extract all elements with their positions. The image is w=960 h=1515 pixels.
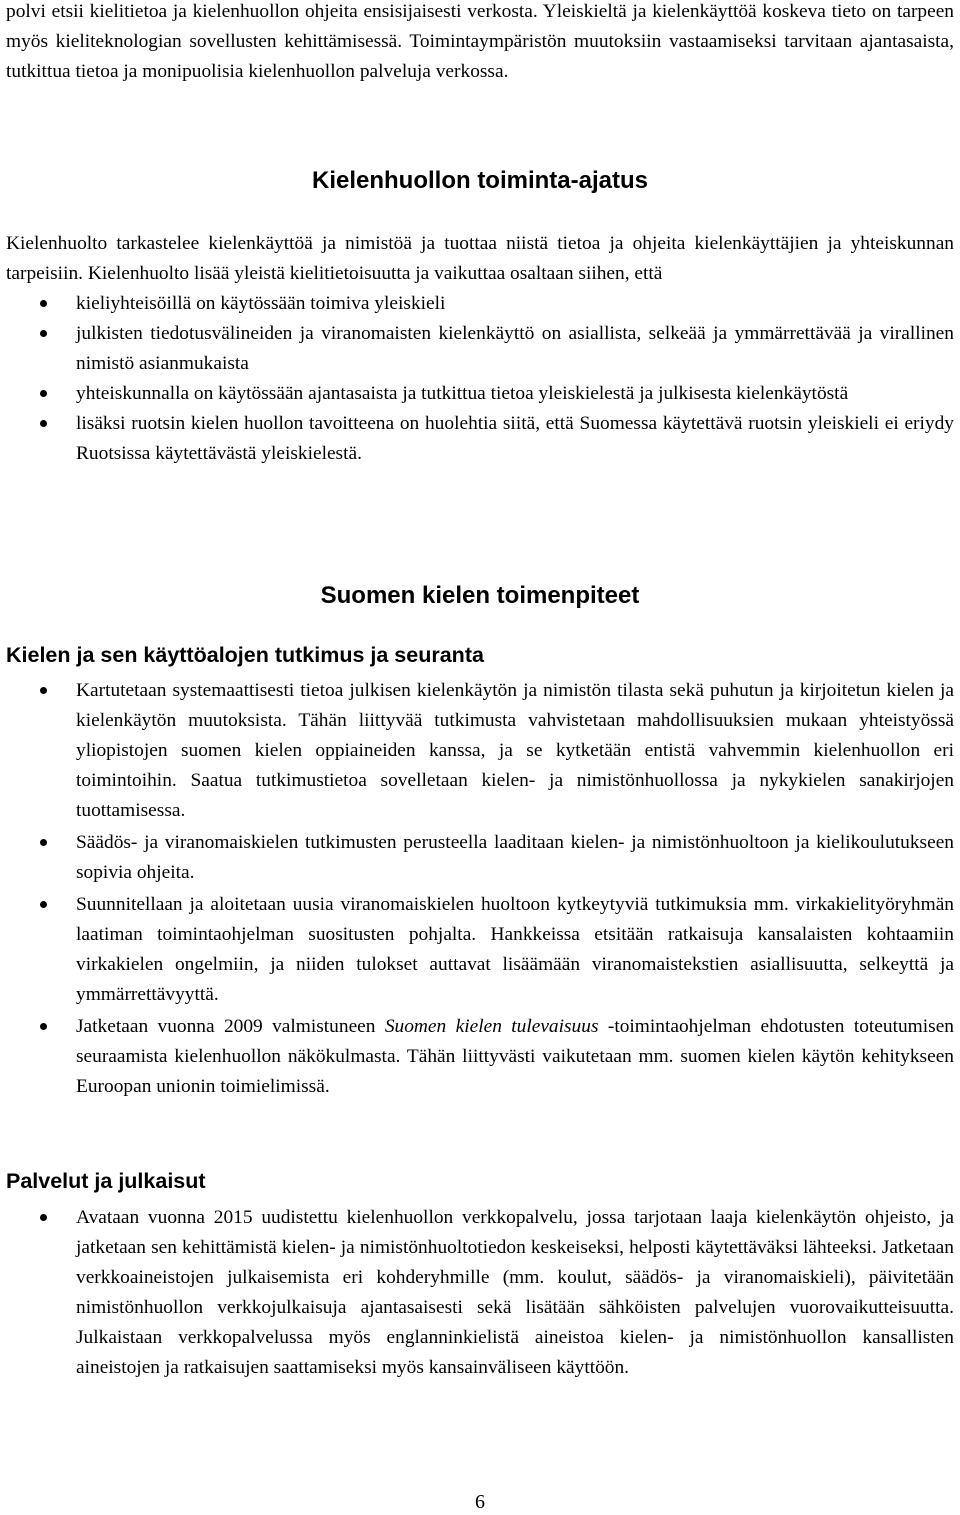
list-item-text: Kartutetaan systemaattisesti tietoa julkisen kielenkäytön ja nimistön tilasta sekä puhutun ja kirjoitetun kielen ja kielenkäytön muutoksista. Tähän liittyvää tutkimusta vahvistetaan mahdollisuuksien mukaan yhteistyössä yliopistojen suomen kielen oppiaineiden kanssa, ja se kytketään entistä vahvemmin kielenhuollon eri toimintoihin. Saatua tutkimustietoa sovelletaan kielen- ja nimistönhuollossa ja nykykielen sanakirjojen tuottamisessa. [76,680,954,821]
list-item-text: kieliyhteisöillä on käytössään toimiva yleiskieli [76,293,446,314]
program-title: Suomen kielen tulevaisuus [384,1016,599,1037]
page-number: 6 [475,1491,485,1513]
subheading-tutkimus-ja-seuranta: Kielen ja sen käyttöalojen tutkimus ja seuranta [6,643,484,667]
list-item [0,676,960,826]
bullet-icon [40,901,47,908]
subheading-palvelut-ja-julkaisut: Palvelut ja julkaisut [6,1169,206,1193]
list-item-text: yhteiskunnalla on käytössään ajantasaista ja tutkittua tietoa yleiskielestä ja julkisesta kielenkäytöstä [76,383,849,404]
list-item [0,1012,960,1102]
toiminta-ajatus-list [0,289,960,469]
list-item-text-part: -toimintaohjelman ehdotusten toteutumisen seuraamista kielenhuollon näkökulmasta. Tähän liittyvästi vaikutetaan mm. suomen kielen käytön kehitykseen Euroopan unionin toimielimissä. [76,1016,955,1097]
section-heading-toimenpiteet: Suomen kielen toimenpiteet [320,582,640,609]
tutkimus-list [0,676,960,1102]
bullet-icon [40,687,47,694]
list-item [0,1203,960,1383]
list-item-text: lisäksi ruotsin kielen huollon tavoitteena on huolehtia siitä, että Suomessa käytettävä ruotsin yleiskieli ei eriydy Ruotsissa käytettävästä yleiskielestä. [76,413,954,464]
section-palvelut-body [0,1203,960,1383]
list-item-text: Avataan vuonna 2015 uudistettu kielenhuollon verkkopalvelu, jossa tarjotaan laaja kielenkäytön ohjeisto, ja jatketaan sen kehittämistä kielen- ja nimistönhuoltotiedon keskeiseksi, helposti käytettäväksi lähteeksi. Jatketaan verkkoaineistojen julkaisemista eri kohderyhmille (mm. koulut, säädös- ja viranomaiskieli), päivitetään nimistönhuollon verkkojulkaisuja ajantasaisesti sekä lisätään sähköisten palvelujen vuorovaikutteisuutta. Julkaistaan verkkopalvelussa myös englanninkielistä aineistoa kielen- ja nimistönhuollon kansallisten aineistojen ja ratkaisujen saattamiseksi myös kansainväliseen käyttöön. [76,1207,954,1378]
bullet-icon [40,1214,47,1221]
list-item-text: Säädös- ja viranomaiskielen tutkimusten perusteella laaditaan kielen- ja nimistönhuoltoon ja kielikoulutukseen sopivia ohjeita. [76,832,954,883]
list-item [0,289,960,319]
bullet-icon [40,1023,47,1030]
palvelut-list [0,1203,960,1383]
bullet-icon [40,300,47,307]
list-item [0,828,960,888]
list-item [0,319,960,379]
section-tutkimus-body [0,676,960,1104]
bullet-icon [40,420,47,427]
intro-paragraph: polvi etsii kielitietoa ja kielenhuollon ohjeita ensisijaisesti verkosta. Yleiskieltä ja kielenkäyttöä koskeva tieto on tarpeen myös kieliteknologian sovellusten kehittämisessä. Toimintaympäristön muutoksiin vastaamiseksi tarvitaan ajantasaista, tutkittua tietoa ja monipuolisia kielenhuollon palveluja verkossa. [6,1,954,82]
bullet-icon [40,839,47,846]
list-item-text: julkisten tiedotusvälineiden ja viranomaisten kielenkäyttö on asiallista, selkeää ja ymmärrettävää ja virallinen nimistö asianmukaista [76,323,954,374]
toiminta-ajatus-paragraph: Kielenhuolto tarkastelee kielenkäyttöä ja nimistöä ja tuottaa niistä tietoa ja ohjeita kielenkäyttäjien ja yhteiskunnan tarpeisiin. Kielenhuolto lisää yleistä kielitietoisuutta ja vaikuttaa osaltaan siihen, että [6,233,954,284]
list-item [0,409,960,469]
section-toiminta-ajatus-body [0,229,960,469]
list-item [0,890,960,1010]
list-item [0,379,960,409]
section-heading-toiminta-ajatus: Kielenhuollon toiminta-ajatus [311,167,648,194]
list-item-text: Suunnitellaan ja aloitetaan uusia viranomaiskielen huoltoon kytkeytyviä tutkimuksia mm. virkakielityöryhmän laatiman toimintaohjelman suositusten pohjalta. Hankkeissa etsitään ratkaisuja kansalaisten kohtaamiin virkakielen ongelmiin, ja niiden tulokset auttavat lisäämään viranomaistekstien asiallisuutta, selkeyttä ja ymmärrettävyyttä. [76,894,954,1005]
bullet-icon [40,390,47,397]
list-item-text [76,1016,954,1097]
bullet-icon [40,330,47,337]
list-item-text-part: Jatketaan vuonna 2009 valmistuneen [76,1016,385,1037]
